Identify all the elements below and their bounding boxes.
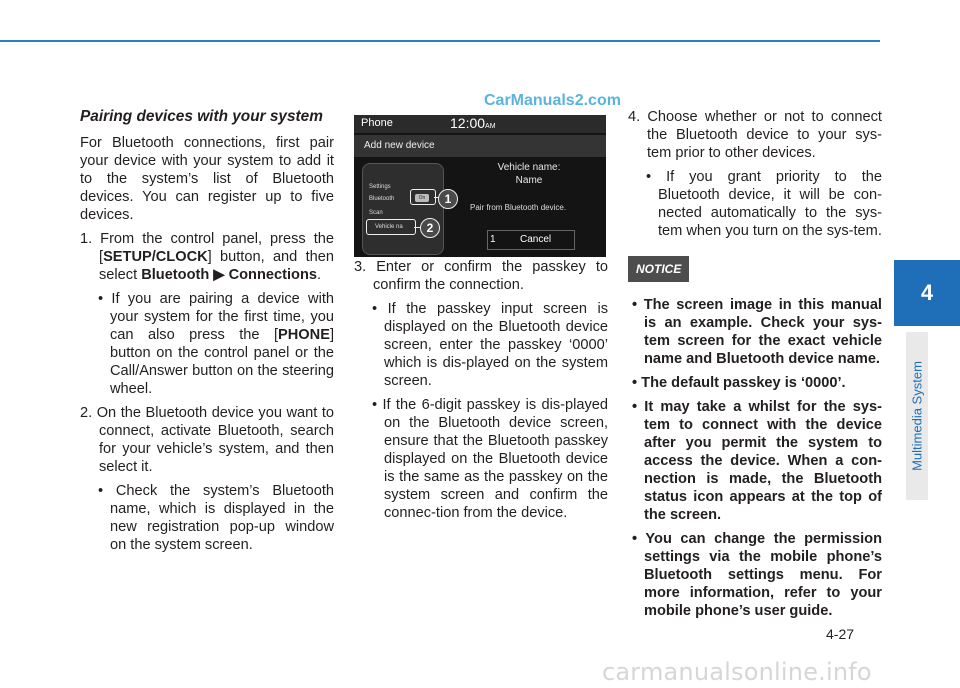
bluetooth-connections-menu: Bluetooth ▶ Connections — [141, 267, 317, 283]
callout-1: 1 — [438, 189, 458, 209]
setup-clock-key: SETUP/CLOCK — [103, 249, 208, 265]
pair-instruction: Pair from Bluetooth device. — [470, 203, 567, 212]
step-1-text-c: . — [316, 267, 322, 283]
column-2 — [354, 258, 608, 528]
section-heading: Pairing devices with your system — [80, 108, 323, 125]
highlight-toggle — [410, 189, 436, 205]
screen-ampm: AM — [485, 123, 496, 130]
bullet-six-digit: • If the 6-digit passkey is dis-played on the Bluetooth device screen, ensure that the Bluetooth passkey displayed on the Bluetooth device is the same as the passkey on the system screen and confirm the connec-tion from the device. — [372, 397, 608, 521]
screen-app-name: Phone — [361, 117, 393, 129]
cancel-button — [487, 230, 575, 250]
step-1 — [80, 230, 334, 284]
phone-settings: Settings — [369, 184, 391, 190]
system-screen-image — [354, 115, 606, 257]
phone-illustration — [362, 163, 444, 255]
vehicle-name-label: Vehicle name: — [497, 162, 561, 173]
notice-badge: NOTICE — [628, 256, 689, 282]
step-4: 4. Choose whether or not to connect the Bluetooth device to your sys-tem prior to other devices. — [628, 109, 882, 161]
bullet-check-name: • Check the system’s Bluetooth name, which is displayed in the new registration pop-up window on the system screen. — [98, 483, 334, 553]
bullet-first-time-b: ] button on the control panel or the Call/Answer button on the steering wheel. — [110, 327, 334, 397]
column-1 — [80, 108, 334, 560]
cancel-index: 1 — [490, 234, 496, 245]
chapter-number: 4 — [894, 260, 960, 326]
screen-title: Add new device — [364, 140, 435, 151]
phone-scan: Scan — [369, 210, 383, 216]
bullet-priority: • If you grant priority to the Bluetooth device, it will be con-nected automatically to the sys-tem when you turn on the sys-tem. — [646, 169, 882, 239]
phone-bluetooth: Bluetooth — [369, 196, 395, 202]
notice-item: • The screen image in this manual is an example. Check your sys-tem screen for the exact vehicle name and Bluetooth device name. — [632, 297, 882, 367]
chapter-tab — [894, 260, 960, 500]
step-1-text-b: ] button, and then select — [99, 249, 334, 283]
step-2: 2. On the Bluetooth device you want to connect, activate Bluetooth, search for your vehicle’s system, and then select it. — [80, 405, 334, 475]
bullet-passkey-input: • If the passkey input screen is displayed on the Bluetooth device screen, enter the passkey ‘0000’ which is dis-played on the system screen. — [372, 301, 608, 389]
step-1-text-a: 1. From the control panel, press the [ — [80, 231, 334, 265]
notice-item: • It may take a whilst for the sys-tem to connect with the device after you permit the system to access the device. When a con-nection is made, the Bluetooth status icon appears at the top of the screen. — [632, 399, 882, 523]
phone-bluetooth-toggle: On — [415, 194, 429, 202]
screen-clock — [450, 115, 496, 131]
bullet-first-time-a: • If you are pairing a device with your system for the first time, you can also press the [ — [98, 291, 334, 343]
page-number: 4-27 — [826, 626, 855, 642]
chapter-label: Multimedia System — [909, 361, 925, 471]
column-3 — [628, 108, 882, 626]
highlight-vehicle-entry — [366, 219, 416, 235]
vehicle-name-value: Name — [515, 175, 543, 186]
bullet-first-time — [80, 290, 334, 398]
chapter-label-strip — [906, 332, 928, 500]
notice-item: • You can change the permission settings via the mobile phone’s Bluetooth settings menu. For more information, refer to your mobile phone’s user guide. — [632, 531, 882, 619]
screen-status-bar — [354, 115, 606, 133]
screen-time: 12:00 — [450, 115, 486, 131]
header-rule — [0, 40, 880, 42]
watermark-top: CarManuals2.com — [484, 92, 621, 109]
intro-paragraph: For Bluetooth connections, first pair your device with your system to add it to the system’s list of Bluetooth devices. You can register up to five devices. — [80, 135, 334, 223]
phone-vehicle-entry: Vehicle na — [375, 224, 403, 230]
watermark-bottom: carmanualsonline.info — [602, 658, 872, 686]
screen-title-bar — [354, 135, 606, 157]
vehicle-name-block — [484, 161, 574, 187]
step-3: 3. Enter or confirm the passkey to confirm the connection. — [354, 259, 608, 293]
callout-2: 2 — [420, 218, 440, 238]
notice-item: • The default passkey is ‘0000’. — [632, 375, 846, 391]
phone-key: PHONE — [278, 327, 330, 343]
cancel-label: Cancel — [520, 234, 552, 245]
